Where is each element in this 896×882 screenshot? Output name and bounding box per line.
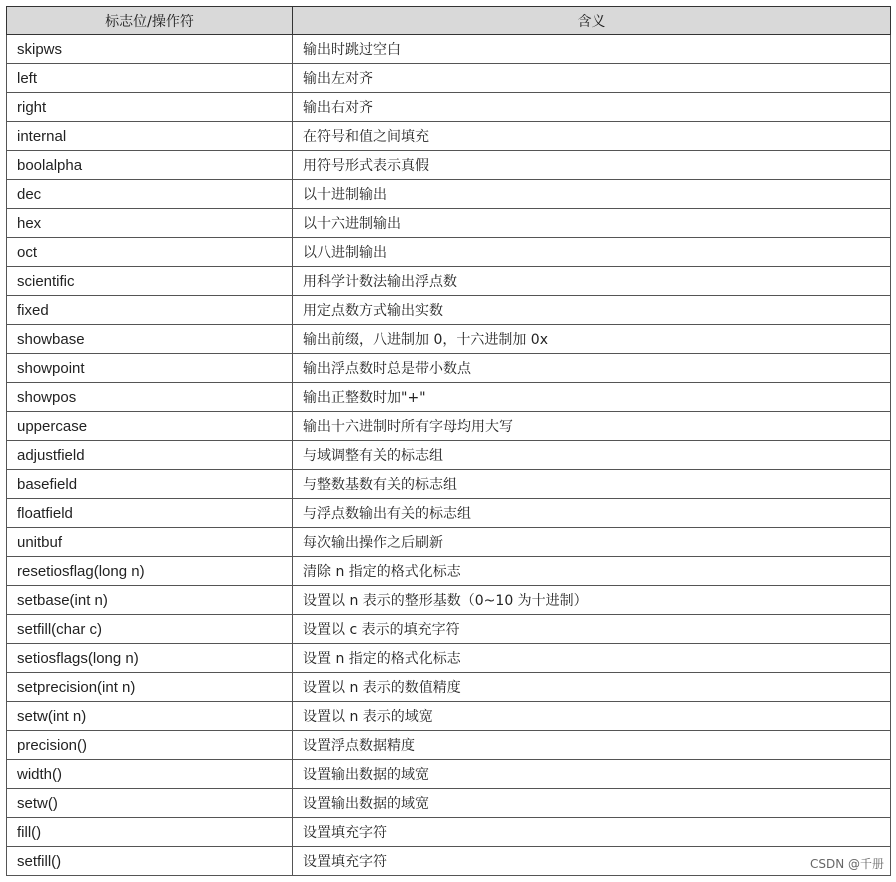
- table-row: [7, 615, 891, 644]
- meaning-cell: 输出前缀，八进制加 0，十六进制加 0x: [293, 325, 891, 354]
- meaning-cell: 用定点数方式输出实数: [293, 296, 891, 325]
- meaning-cell: 输出十六进制时所有字母均用大写: [293, 412, 891, 441]
- flag-cell: setfill(): [7, 847, 293, 876]
- flag-cell: dec: [7, 180, 293, 209]
- flag-cell: left: [7, 64, 293, 93]
- meaning-cell: 与整数基数有关的标志组: [293, 470, 891, 499]
- table-row: [7, 528, 891, 557]
- column-header-meaning: 含义: [293, 7, 891, 35]
- table-row: [7, 702, 891, 731]
- meaning-cell: 在符号和值之间填充: [293, 122, 891, 151]
- flag-cell: fill(): [7, 818, 293, 847]
- flag-cell: setiosflags(long n): [7, 644, 293, 673]
- format-flags-table: [6, 6, 891, 876]
- flag-cell: hex: [7, 209, 293, 238]
- table-row: [7, 673, 891, 702]
- table-row: [7, 325, 891, 354]
- meaning-cell: 以十进制输出: [293, 180, 891, 209]
- meaning-cell: 设置填充字符: [293, 847, 891, 876]
- flag-cell: floatfield: [7, 499, 293, 528]
- meaning-cell: 用科学计数法输出浮点数: [293, 267, 891, 296]
- flag-cell: setbase(int n): [7, 586, 293, 615]
- table-row: [7, 760, 891, 789]
- table-row: [7, 412, 891, 441]
- meaning-cell: 设置输出数据的域宽: [293, 789, 891, 818]
- table-row: [7, 122, 891, 151]
- flag-cell: showpoint: [7, 354, 293, 383]
- format-flags-table-container: [6, 6, 890, 876]
- meaning-cell: 输出时跳过空白: [293, 35, 891, 64]
- table-body: [7, 35, 891, 876]
- table-row: [7, 644, 891, 673]
- meaning-cell: 设置以 n 表示的数值精度: [293, 673, 891, 702]
- table-row: [7, 354, 891, 383]
- flag-cell: scientific: [7, 267, 293, 296]
- flag-cell: skipws: [7, 35, 293, 64]
- meaning-cell: 以十六进制输出: [293, 209, 891, 238]
- meaning-cell: 以八进制输出: [293, 238, 891, 267]
- flag-cell: fixed: [7, 296, 293, 325]
- table-row: [7, 383, 891, 412]
- table-row: [7, 180, 891, 209]
- meaning-cell: 输出左对齐: [293, 64, 891, 93]
- table-header-row: [7, 7, 891, 35]
- table-row: [7, 267, 891, 296]
- flag-cell: width(): [7, 760, 293, 789]
- table-row: [7, 296, 891, 325]
- flag-cell: showbase: [7, 325, 293, 354]
- flag-cell: precision(): [7, 731, 293, 760]
- table-row: [7, 818, 891, 847]
- table-row: [7, 151, 891, 180]
- flag-cell: setprecision(int n): [7, 673, 293, 702]
- table-row: [7, 586, 891, 615]
- table-row: [7, 35, 891, 64]
- meaning-cell: 输出浮点数时总是带小数点: [293, 354, 891, 383]
- table-row: [7, 470, 891, 499]
- meaning-cell: 输出正整数时加"+": [293, 383, 891, 412]
- table-row: [7, 64, 891, 93]
- flag-cell: resetiosflag(long n): [7, 557, 293, 586]
- meaning-cell: 用符号形式表示真假: [293, 151, 891, 180]
- flag-cell: oct: [7, 238, 293, 267]
- flag-cell: unitbuf: [7, 528, 293, 557]
- meaning-cell: 清除 n 指定的格式化标志: [293, 557, 891, 586]
- meaning-cell: 与域调整有关的标志组: [293, 441, 891, 470]
- meaning-cell: 设置以 c 表示的填充字符: [293, 615, 891, 644]
- table-row: [7, 731, 891, 760]
- table-row: [7, 209, 891, 238]
- meaning-cell: 设置以 n 表示的整形基数（0~10 为十进制）: [293, 586, 891, 615]
- column-header-flag: 标志位/操作符: [7, 7, 293, 35]
- table-row: [7, 238, 891, 267]
- flag-cell: uppercase: [7, 412, 293, 441]
- meaning-cell: 设置填充字符: [293, 818, 891, 847]
- watermark: CSDN @千册: [809, 857, 884, 871]
- flag-cell: basefield: [7, 470, 293, 499]
- meaning-cell: 与浮点数输出有关的标志组: [293, 499, 891, 528]
- meaning-cell: 设置浮点数据精度: [293, 731, 891, 760]
- meaning-cell: 每次输出操作之后刷新: [293, 528, 891, 557]
- meaning-cell: 设置 n 指定的格式化标志: [293, 644, 891, 673]
- flag-cell: right: [7, 93, 293, 122]
- table-row: [7, 499, 891, 528]
- flag-cell: setw(): [7, 789, 293, 818]
- flag-cell: internal: [7, 122, 293, 151]
- flag-cell: setfill(char c): [7, 615, 293, 644]
- flag-cell: setw(int n): [7, 702, 293, 731]
- flag-cell: adjustfield: [7, 441, 293, 470]
- table-row: [7, 847, 891, 876]
- meaning-cell: 设置以 n 表示的域宽: [293, 702, 891, 731]
- table-row: [7, 789, 891, 818]
- meaning-cell: 输出右对齐: [293, 93, 891, 122]
- meaning-cell: 设置输出数据的域宽: [293, 760, 891, 789]
- flag-cell: showpos: [7, 383, 293, 412]
- table-row: [7, 557, 891, 586]
- table-row: [7, 93, 891, 122]
- table-row: [7, 441, 891, 470]
- flag-cell: boolalpha: [7, 151, 293, 180]
